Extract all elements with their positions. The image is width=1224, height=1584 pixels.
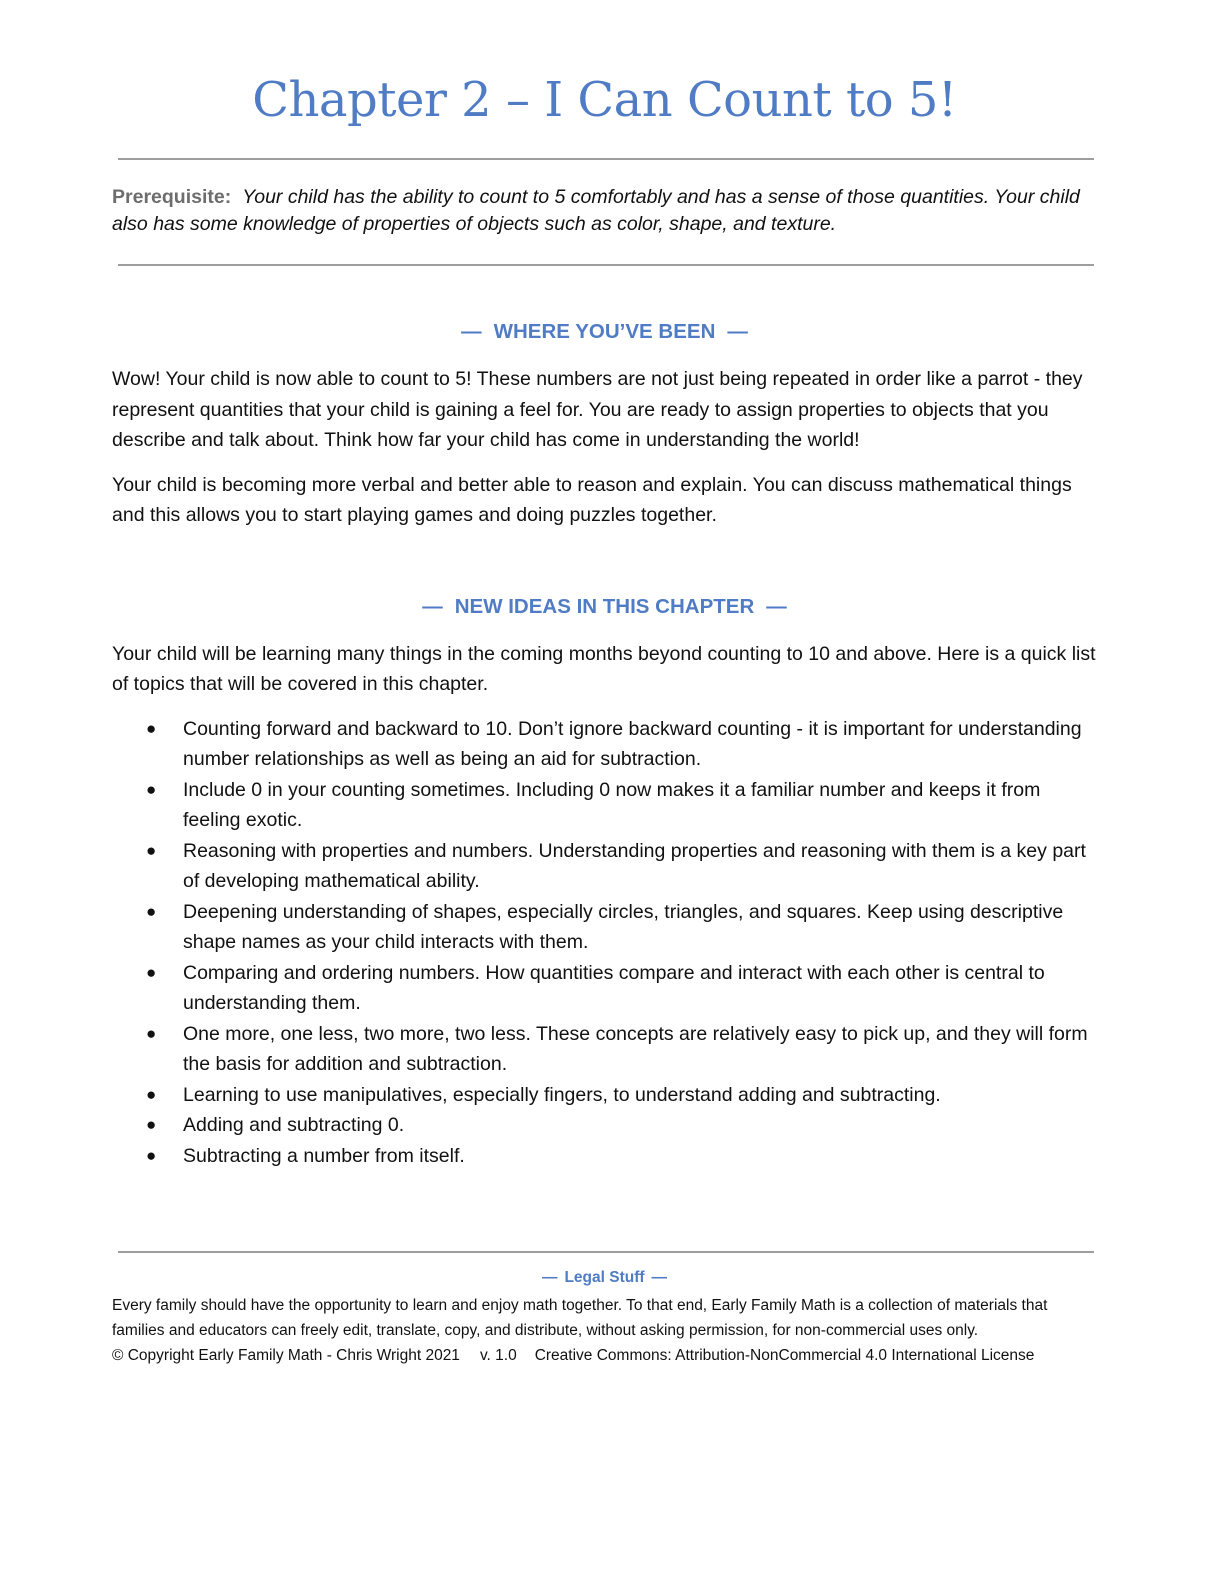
bullet-icon: ●	[146, 1115, 157, 1134]
copyright-text: © Copyright Early Family Math - Chris Wright 2021	[112, 1347, 460, 1364]
legal-divider	[118, 1251, 1094, 1253]
list-item	[112, 1110, 1097, 1141]
legal-heading-text: Legal Stuff	[564, 1269, 645, 1286]
license-text: Creative Commons: Attribution-NonCommercial 4.0 International License	[534, 1347, 1035, 1364]
version-text: v. 1.0	[479, 1347, 517, 1364]
heading-text: NEW IDEAS IN THIS CHAPTER	[454, 594, 755, 618]
list-item-text: Counting forward and backward to 10. Don’t ignore backward counting - it is important for understanding number relationships as well as being an aid for subtraction.	[183, 717, 1082, 770]
legal-text: Every family should have the opportunity to learn and enjoy math together. To that end, Early Family Math is a collection of materials that families and educators can freely edit, translate, copy, and distribute, without asking permission, for non-commercial uses only.	[112, 1297, 1048, 1339]
copyright-line	[112, 1343, 1097, 1368]
bullet-icon: ●	[146, 901, 157, 921]
bullet-icon: ●	[146, 1145, 157, 1165]
prerequisite-label: Prerequisite:	[112, 186, 232, 208]
topics-list	[112, 714, 1097, 1172]
heading-dash-left: —	[461, 320, 482, 343]
heading-dash-left: —	[541, 1269, 558, 1286]
bullet-icon: ●	[146, 779, 157, 799]
heading-text: WHERE YOU’VE BEEN	[493, 320, 716, 343]
list-item-text: Deepening understanding of shapes, especially circles, triangles, and squares. Keep using descriptive shape names as your child interacts with them.	[183, 900, 1064, 953]
list-item	[112, 1019, 1097, 1080]
prerequisite-text: Your child has the ability to count to 5 comfortably and has a sense of those quantities. Your child also has some knowledge of properties of objects such as color, shape, and texture.	[112, 186, 1080, 235]
prerequisite-divider	[118, 264, 1094, 266]
where-paragraph-1: Wow! Your child is now able to count to 5! These numbers are not just being repeated in order like a parrot - they represent quantities that your child is gaining a feel for. You are ready to assign properties to objects that you describe and talk about. Think how far your child has come in understanding the world!	[112, 368, 1083, 451]
where-paragraph-2: Your child is becoming more verbal and better able to reason and explain. You can discuss mathematical things and this allows you to start playing games and doing puzzles together.	[112, 473, 1072, 526]
list-item	[112, 836, 1097, 897]
heading-dash-right: —	[727, 320, 748, 343]
document-page	[112, 0, 1097, 1368]
list-item	[112, 1080, 1097, 1111]
prerequisite-block	[112, 184, 1097, 238]
list-item-text: Comparing and ordering numbers. How quantities compare and interact with each other is central to understanding them.	[183, 961, 1045, 1014]
list-item-text: Reasoning with properties and numbers. Understanding properties and reasoning with them is a key part of developing mathematical ability.	[183, 839, 1086, 892]
bullet-icon: ●	[146, 1023, 157, 1043]
list-item	[112, 897, 1097, 958]
new-ideas-intro: Your child will be learning many things in the coming months beyond counting to 10 and above. Here is a quick list of topics that will be covered in this chapter.	[112, 642, 1096, 695]
bullet-icon: ●	[146, 1084, 157, 1104]
list-item-text: One more, one less, two more, two less. These concepts are relatively easy to pick up, and they will form the basis for addition and subtraction.	[183, 1022, 1088, 1075]
list-item	[112, 775, 1097, 836]
bullet-icon: ●	[146, 962, 157, 982]
bullet-icon: ●	[146, 718, 157, 738]
list-item	[112, 1141, 1097, 1172]
list-item-text: Learning to use manipulatives, especially fingers, to understand adding and subtracting.	[183, 1083, 941, 1106]
list-item-text: Include 0 in your counting sometimes. Including 0 now makes it a familiar number and keeps it from feeling exotic.	[183, 778, 1041, 831]
list-item	[112, 958, 1097, 1019]
list-item	[112, 714, 1097, 775]
section-heading-new-ideas	[112, 593, 1097, 621]
heading-dash-right: —	[766, 594, 787, 618]
legal-heading	[112, 1267, 1097, 1289]
list-item-text: Adding and subtracting 0.	[183, 1114, 405, 1136]
heading-dash-right: —	[651, 1269, 668, 1286]
section-heading-where-youve-been	[112, 318, 1097, 346]
page-title: Chapter 2 – I Can Count to 5!	[252, 72, 957, 128]
bullet-icon: ●	[146, 840, 157, 860]
list-item-text: Subtracting a number from itself.	[183, 1144, 465, 1167]
heading-dash-left: —	[422, 594, 443, 618]
top-divider	[118, 158, 1094, 160]
